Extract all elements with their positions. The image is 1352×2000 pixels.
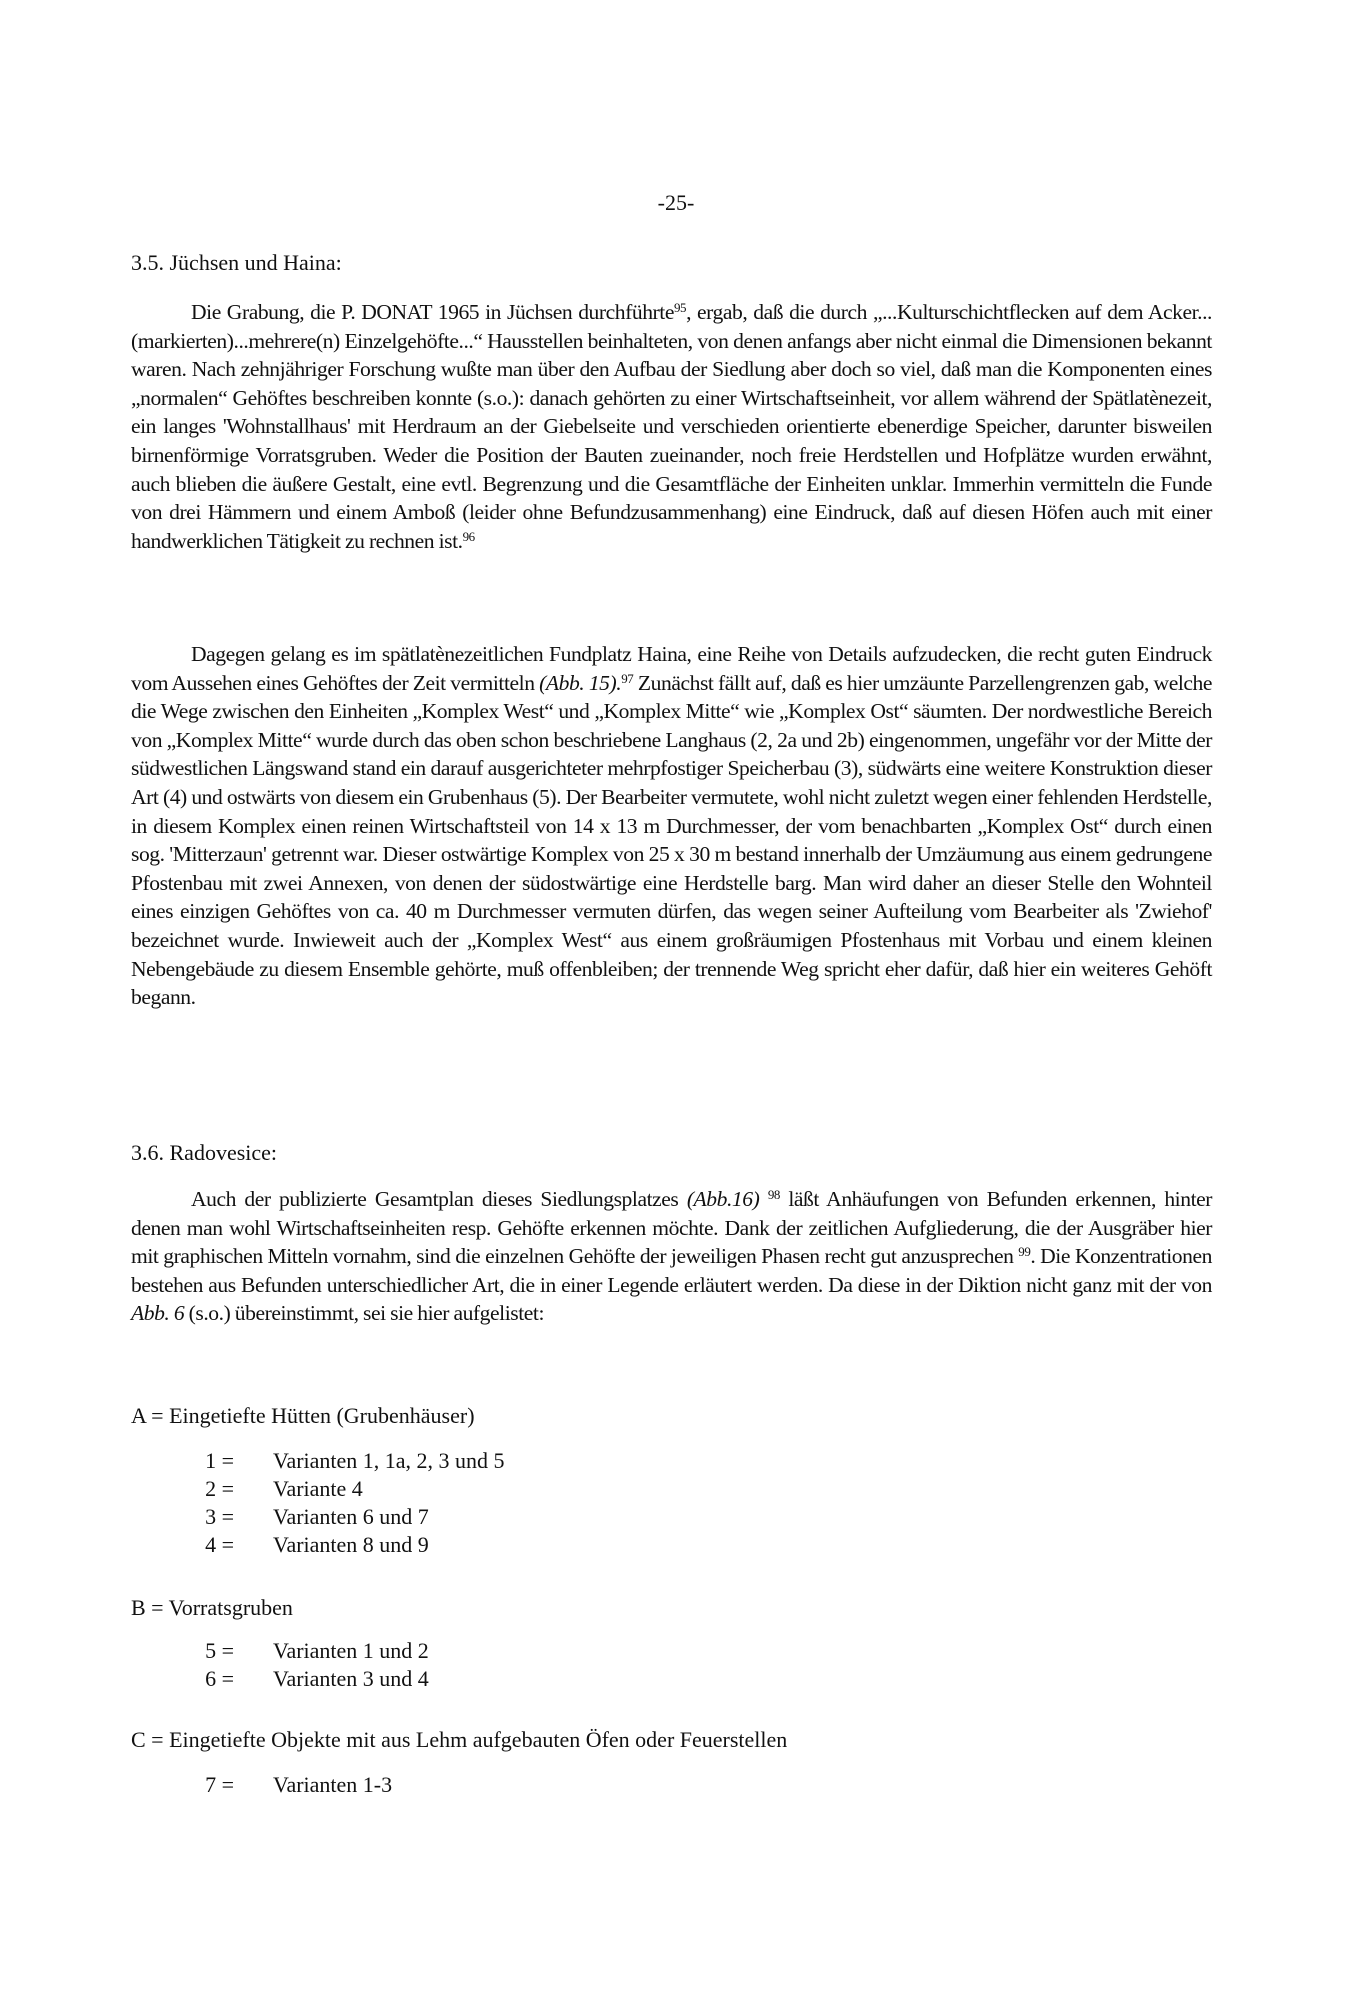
paragraph-haina xyxy=(131,640,1212,1012)
footnote-ref: 96 xyxy=(462,528,475,544)
paragraph-text: Die Grabung, die P. DONAT 1965 in Jüchsen durchführte xyxy=(191,300,674,324)
paragraph-text: (s.o.) übereinstimmt, sei sie hier aufgelistet: xyxy=(188,1301,544,1326)
paragraph-text: läßt Anhäufungen von Befunden erkennen, hinter denen man wohl Wirtschaftseinheiten resp. Gehöfte erkennen möchte. Dank der zeitlichen Aufgliederung, die der Ausgräber hier mit graphischen Mitteln vornahm, sind die einzelnen Gehöfte der jeweiligen Phasen recht gut anzusprechen xyxy=(131,1187,1213,1269)
legend-group-b: B = Vorratsgruben xyxy=(131,1595,293,1620)
paragraph-text: Dagegen gelang es im spätlatènezeitlichen Fundplatz Haina, eine Reihe von Details aufzudecken, die recht guten Eindruck vom Aussehen eines Gehöftes der Zeit vermitteln xyxy=(131,642,1212,695)
footnote-ref: 97 xyxy=(621,670,634,686)
section-heading-radovesice: 3.6. Radovesice: xyxy=(131,1140,278,1165)
footnote-ref: 99 xyxy=(1018,1244,1031,1260)
legend-item-text: Variante 4 xyxy=(273,1476,363,1501)
footnote-ref: 98 xyxy=(767,1187,780,1202)
legend-item-text: Varianten 6 und 7 xyxy=(273,1504,429,1529)
paragraph-radovesice xyxy=(131,1185,1212,1328)
legend-group-c: C = Eingetiefte Objekte mit aus Lehm aufgebauten Öfen oder Feuerstellen xyxy=(131,1727,788,1752)
legend-item-text: Varianten 1-3 xyxy=(273,1772,393,1797)
legend-item-text: Varianten 1 und 2 xyxy=(273,1638,429,1663)
section-heading-juechsen-haina: 3.5. Jüchsen und Haina: xyxy=(131,250,342,275)
paragraph-text: . Die Konzentrationen bestehen aus Befunden unterschiedlicher Art, die in einer Legende erläutert werden. Da diese in der Diktion nicht ganz mit der von xyxy=(131,1244,1212,1297)
legend-item-number: 7 = xyxy=(205,1772,234,1797)
legend-item-number: 3 = xyxy=(205,1504,234,1529)
legend-item-number: 6 = xyxy=(205,1666,234,1691)
figure-reference: (Abb.16) xyxy=(686,1187,760,1211)
paragraph-text: Zunächst fällt auf, daß es hier umzäunte Parzellengrenzen gab, welche die Wege zwischen den Einheiten „Komplex West“ und „Komplex Mitte“ wie „Komplex Ost“ säumten. Der nordwestliche Bereich von „Komplex Mitte“ wurde durch das oben schon beschriebene Langhaus (2, 2a und 2b) eingenommen, ungefähr vor der Mitte der südwestlichen Längswand stand ein darauf ausgerichteter mehrpfostiger Speicherbau (3), südwärts eine weitere Konstruktion dieser Art (4) und ostwärts von diesem ein Grubenhaus (5). Der Bearbeiter vermutete, wohl nicht zuletzt wegen einer fehlenden Herdstelle, in diesem Komplex einen reinen Wirtschaftsteil von 14 x 13 m Durchmesser, der vom benachbarten „Komplex Ost“ durch einen sog. 'Mitterzaun' getrennt war. Dieser ostwärtige Komplex von 25 x 30 m bestand innerhalb der Umzäumung aus einem gedrungene Pfostenbau mit zwei Annexen, von denen der südostwärtige eine Herdstelle barg. Man wird daher an dieser Stelle den Wohnteil eines einzigen Gehöftes von ca. 40 m Durchmesser vermuten dürfen, das wegen seiner Aufteilung vom Bearbeiter als 'Zwiehof' bezeichnet wurde. Inwieweit auch der „Komplex West“ aus einem großräumigen Pfostenhaus mit Vorbau und einem kleinen Nebengebäude zu diesem Ensemble gehörte, muß offenbleiben; der trennende Weg spricht eher dafür, daß hier ein weiteres Gehöft begann. xyxy=(131,670,1212,1010)
figure-reference: Abb. 6 xyxy=(131,1301,185,1326)
paragraph-juechsen xyxy=(131,298,1212,555)
page-number: -25- xyxy=(657,190,695,215)
legend-item-number: 1 = xyxy=(205,1448,234,1473)
legend-item-number: 2 = xyxy=(205,1476,234,1501)
legend-item-text: Varianten 8 und 9 xyxy=(273,1532,429,1557)
footnote-ref: 95 xyxy=(673,300,687,315)
legend-item-number: 5 = xyxy=(205,1638,234,1663)
legend-group-a: A = Eingetiefte Hütten (Grubenhäuser) xyxy=(131,1403,475,1428)
legend-item-number: 4 = xyxy=(205,1532,234,1557)
legend-item-text: Varianten 3 und 4 xyxy=(273,1666,429,1691)
paragraph-text: Auch der publizierte Gesamtplan dieses Siedlungsplatzes xyxy=(191,1187,679,1211)
paragraph-text: , ergab, daß die durch „...Kulturschichtflecken auf dem Acker... (markierten)...mehrere(n) Einzelgehöfte...“ Hausstellen beinhalteten, von denen anfangs aber nicht einmal die Dimensionen bekannt waren. Nach zehnjähriger Forschung wußte man über den Aufbau der Siedlung aber doch so viel, daß man die Komponenten eines „normalen“ Gehöftes beschreiben konnte (s.o.): danach gehörten zu einer Wirtschaftseinheit, vor allem während der Spätlatènezeit, ein langes 'Wohnstallhaus' mit Herdraum an der Giebelseite und verschieden orientierte ebenerdige Speicher, darunter bisweilen birnenförmige Vorratsgruben. Weder die Position der Bauten zueinander, noch freie Herdstellen und Hofplätze wurden erwähnt, auch blieben die äußere Gestalt, eine evtl. Begrenzung und die Gesamtfläche der Einheiten unklar. Immerhin vermitteln die Funde von drei Hämmern und einem Amboß (leider ohne Befundzusammenhang) eine Eindruck, daß auf diesen Höfen auch mit einer handwerklichen Tätigkeit zu rechnen ist. xyxy=(131,300,1212,553)
legend-item-text: Varianten 1, 1a, 2, 3 und 5 xyxy=(273,1448,505,1473)
figure-reference: (Abb. 15). xyxy=(539,670,622,695)
